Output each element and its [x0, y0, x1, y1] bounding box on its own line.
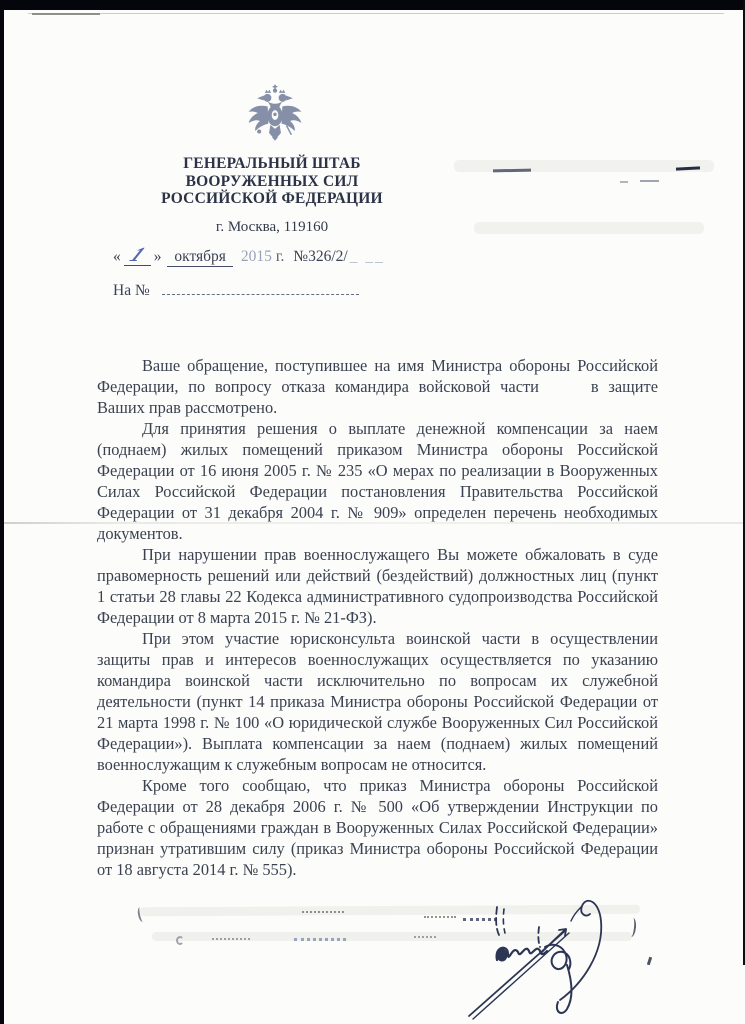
erased-text-artifact: [302, 911, 344, 913]
russia-coat-of-arms-icon: [241, 84, 309, 150]
month-value: октября: [167, 248, 233, 267]
org-line-1: ГЕНЕРАЛЬНЫЙ ШТАБ: [183, 155, 361, 172]
number-sign: №: [293, 248, 309, 265]
org-line-2: ВООРУЖЕННЫХ СИЛ: [185, 172, 359, 190]
reference-blank-line: [162, 282, 359, 295]
letter-page: [4, 10, 745, 1024]
erased-text-artifact: [424, 916, 456, 918]
number-blank: _ __: [349, 248, 385, 265]
letter-body: [97, 355, 658, 880]
paper-edge-line-dark: [32, 13, 100, 15]
letterhead-city: г. Москва, 119160: [215, 219, 329, 235]
reference-label: На №: [113, 282, 150, 299]
erased-text-artifact: [176, 936, 184, 945]
paragraph-4: При этом участие юрисконсульта воинской части в осуществлении защиты прав и интересов военнослужащих осуществляется по указанию командира воинской части исключительно по вопросам их служебной деятельности (пункт 14 приказа Министра обороны Российской Федерации от 21 марта 1998 г. № 100 «О юридической службе Вооруженных Сил Российской Федерации»). Выплата компенсации за наем (поднаем) жилых помещений военнослужащим к служебным вопросам не относится.: [97, 629, 658, 774]
erased-text-artifact: [620, 181, 628, 183]
close-quote: »: [153, 248, 162, 265]
day-blank-line: [124, 244, 151, 266]
reference-number-line: [113, 282, 359, 300]
letterhead-organization: [97, 155, 447, 208]
erased-text-artifact: [474, 222, 704, 234]
year-suffix: г.: [275, 248, 285, 265]
paragraph-1: [97, 355, 658, 418]
paragraph-2: Для принятия решения о выплате денежной компенсации за наем (поднаем) жилых помещений приказом Министра обороны Российской Федерации от 16 июня 2005 г. № 235 «О мерах по реализации в Вооруженных Силах Российской Федерации постановления Правительства Российской Федерации от 31 декабря 2004 г. № 909» определен перечень необходимых документов.: [97, 419, 658, 543]
erased-text-artifact: [414, 936, 436, 938]
paper-fold-line: [4, 522, 745, 524]
erased-text-artifact: [640, 180, 659, 182]
paper-edge-line: [28, 13, 724, 14]
erased-text-artifact: [294, 938, 346, 941]
open-quote: «: [113, 248, 121, 265]
paragraph-1-text: Ваше обращение, поступившее на имя Министра обороны Российской Федерации, по вопросу отказа командира войсковой части: [97, 356, 658, 396]
paragraph-3: При нарушении прав военнослужащего Вы можете обжаловать в суде правомерность решений или действий (бездействий) должностных лиц (пункт 1 статьи 28 главы 22 Кодекса административного судопроизводства Российской Федерации от 8 марта 2015 г. № 21-ФЗ).: [97, 545, 658, 627]
handwritten-signature: [459, 885, 659, 1024]
paragraph-5: Кроме того сообщаю, что приказ Министра обороны Российской Федерации от 28 декабря 2006 г. № 500 «Об утверждении Инструкции по работе с обращениями граждан в Вооруженных Силах Российской Федерации» признан утратившим силу (приказ Министра обороны Российской Федерации от 18 августа 2014 г. № 555).: [97, 776, 658, 879]
handwritten-day: 1: [125, 244, 149, 266]
outgoing-number: 326/2/: [308, 248, 348, 265]
erased-text-artifact: [212, 938, 250, 940]
org-line-3: РОССИЙСКОЙ ФЕДЕРАЦИИ: [161, 190, 383, 207]
paragraph-1-tail: в защите Ваших прав рассмотрено.: [97, 377, 658, 417]
year-value: 2015: [240, 248, 272, 265]
date-line: [113, 244, 385, 266]
